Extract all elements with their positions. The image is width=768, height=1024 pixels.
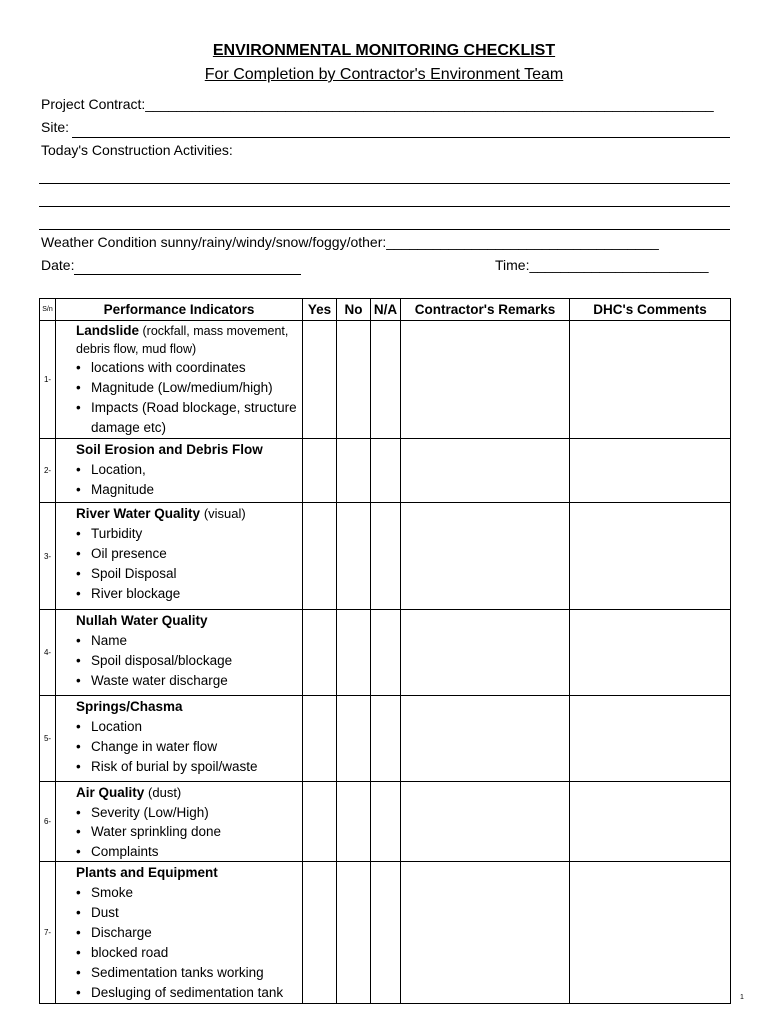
row-number: 6-: [40, 782, 56, 862]
indicator-item: • Location,: [76, 460, 302, 480]
indicator-item: • Waste water discharge: [76, 671, 302, 691]
indicator-title: River Water Quality: [76, 506, 201, 521]
remarks-cell[interactable]: [401, 503, 570, 610]
comments-cell[interactable]: [570, 696, 731, 782]
indicator-item: • Spoil Disposal: [76, 564, 302, 584]
na-cell[interactable]: [371, 321, 401, 439]
row-number: 1-: [40, 321, 56, 439]
indicator-note: (dust): [148, 785, 182, 800]
no-cell[interactable]: [337, 321, 371, 439]
checklist-table: [39, 298, 731, 1004]
row-number: 5-: [40, 696, 56, 782]
time-field[interactable]: Time:_______________________: [495, 257, 709, 273]
date-line[interactable]: [74, 274, 301, 275]
row-number: 3-: [40, 503, 56, 610]
header-na: N/A: [371, 299, 401, 321]
indicator-title: Soil Erosion and Debris Flow: [76, 442, 263, 457]
indicator-title: Springs/Chasma: [76, 699, 183, 714]
na-cell[interactable]: [371, 862, 401, 1004]
indicator-title: Air Quality: [76, 785, 145, 800]
na-cell[interactable]: [371, 610, 401, 696]
remarks-cell[interactable]: [401, 321, 570, 439]
weather-field[interactable]: Weather Condition sunny/rainy/windy/snow/foggy/other:___________________________________: [41, 234, 659, 250]
na-cell[interactable]: [371, 439, 401, 503]
yes-cell[interactable]: [303, 782, 337, 862]
project-contract-field[interactable]: Project Contract:_________________________________________________________________________: [41, 96, 714, 112]
header-sn: S/n: [40, 299, 56, 321]
page-number: 1: [740, 994, 744, 1001]
indicator-cell: [56, 610, 303, 696]
remarks-cell[interactable]: [401, 862, 570, 1004]
activities-label: Today's Construction Activities:: [41, 142, 233, 158]
indicator-item: • locations with coordinates: [76, 358, 302, 378]
indicator-title: Nullah Water Quality: [76, 613, 208, 628]
comments-cell[interactable]: [570, 321, 731, 439]
table-row: [40, 321, 731, 439]
document-subtitle: For Completion by Contractor's Environment Team: [204, 66, 564, 83]
document-title: ENVIRONMENTAL MONITORING CHECKLIST: [212, 42, 556, 59]
indicator-item: • Impacts (Road blockage, structure damage etc): [76, 398, 302, 438]
indicator-cell: [56, 321, 303, 439]
site-line[interactable]: [72, 137, 730, 138]
comments-cell[interactable]: [570, 503, 731, 610]
yes-cell[interactable]: [303, 696, 337, 782]
indicator-item: • Risk of burial by spoil/waste: [76, 757, 302, 777]
table-row: [40, 782, 731, 862]
indicator-item: • River blockage: [76, 584, 302, 604]
no-cell[interactable]: [337, 862, 371, 1004]
yes-cell[interactable]: [303, 321, 337, 439]
indicator-note: (visual): [203, 506, 246, 521]
remarks-cell[interactable]: [401, 439, 570, 503]
date-label: Date:: [41, 257, 75, 273]
row-number: 4-: [40, 610, 56, 696]
row-number: 7-: [40, 862, 56, 1004]
indicator-item: • Severity (Low/High): [76, 803, 302, 823]
activities-line-2[interactable]: [39, 206, 730, 207]
header-comments: DHC's Comments: [570, 299, 731, 321]
yes-cell[interactable]: [303, 610, 337, 696]
indicator-cell: [56, 696, 303, 782]
no-cell[interactable]: [337, 439, 371, 503]
no-cell[interactable]: [337, 503, 371, 610]
row-number: 2-: [40, 439, 56, 503]
header-indicators: Performance Indicators: [56, 299, 303, 321]
indicator-item: • Smoke: [76, 883, 302, 903]
comments-cell[interactable]: [570, 439, 731, 503]
na-cell[interactable]: [371, 503, 401, 610]
table-row: [40, 862, 731, 1004]
remarks-cell[interactable]: [401, 782, 570, 862]
header-no: No: [337, 299, 371, 321]
remarks-cell[interactable]: [401, 610, 570, 696]
indicator-item: • Oil presence: [76, 544, 302, 564]
indicator-title: Landslide: [76, 323, 140, 338]
remarks-cell[interactable]: [401, 696, 570, 782]
indicator-item: • Complaints: [76, 842, 302, 862]
table-row: [40, 439, 731, 503]
indicator-item: • Name: [76, 631, 302, 651]
yes-cell[interactable]: [303, 439, 337, 503]
indicator-item: • Magnitude (Low/medium/high): [76, 378, 302, 398]
indicator-cell: [56, 439, 303, 503]
header-remarks: Contractor's Remarks: [401, 299, 570, 321]
indicator-cell: [56, 503, 303, 610]
comments-cell[interactable]: [570, 610, 731, 696]
na-cell[interactable]: [371, 696, 401, 782]
indicator-cell: [56, 782, 303, 862]
table-row: [40, 503, 731, 610]
indicator-item: • Location: [76, 717, 302, 737]
table-row: [40, 696, 731, 782]
table-header-row: [40, 299, 731, 321]
yes-cell[interactable]: [303, 503, 337, 610]
no-cell[interactable]: [337, 610, 371, 696]
indicator-cell: [56, 862, 303, 1004]
indicator-item: • Water sprinkling done: [76, 822, 302, 842]
indicator-note: (rockfall, mass movement, debris flow, mud flow): [76, 324, 289, 356]
indicator-title: Plants and Equipment: [76, 865, 218, 880]
na-cell[interactable]: [371, 782, 401, 862]
no-cell[interactable]: [337, 696, 371, 782]
table-row: [40, 610, 731, 696]
no-cell[interactable]: [337, 782, 371, 862]
site-label: Site:: [41, 119, 70, 135]
indicator-item: • Discharge: [76, 923, 302, 943]
indicator-item: • Dust: [76, 903, 302, 923]
indicator-item: • Sedimentation tanks working: [76, 963, 302, 983]
indicator-item: • Desluging of sedimentation tank: [76, 983, 302, 1003]
indicator-item: • Turbidity: [76, 524, 302, 544]
activities-line-1[interactable]: [39, 183, 730, 184]
comments-cell[interactable]: [570, 782, 731, 862]
yes-cell[interactable]: [303, 862, 337, 1004]
indicator-item: • Change in water flow: [76, 737, 302, 757]
indicator-item: • Magnitude: [76, 480, 302, 500]
comments-cell[interactable]: [570, 862, 731, 1004]
header-yes: Yes: [303, 299, 337, 321]
indicator-item: • blocked road: [76, 943, 302, 963]
indicator-item: • Spoil disposal/blockage: [76, 651, 302, 671]
activities-line-3[interactable]: [39, 229, 730, 230]
